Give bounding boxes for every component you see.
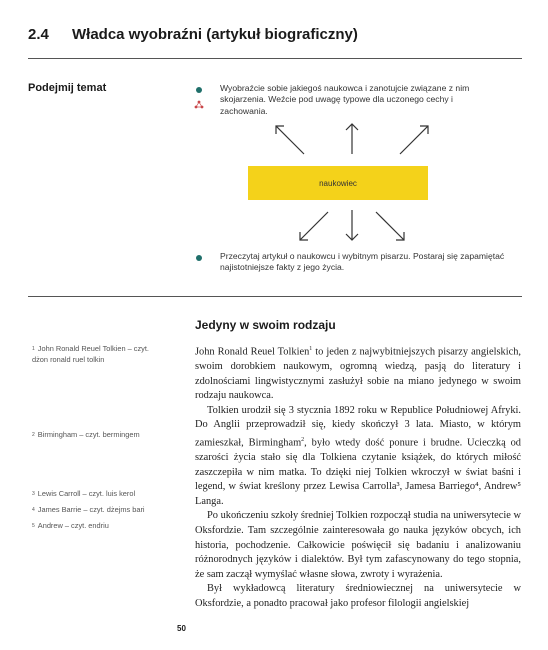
brain-icon xyxy=(194,97,204,107)
diagram-center-box xyxy=(248,166,428,200)
article-paragraph xyxy=(195,582,521,611)
task-2-text: Przeczytaj artykuł o naukowcu i wybitnym pisarzu. Postaraj się zapamiętać najistotniejsze fakty z jego życia. xyxy=(220,251,505,273)
arrow-icon-up-right xyxy=(396,122,432,158)
footnote-marker: 1 xyxy=(309,346,313,352)
footnote-3 xyxy=(32,489,192,500)
article-paragraph xyxy=(195,404,521,510)
footnote-4 xyxy=(32,505,192,516)
footnote-text: Andrew – czyt. endriu xyxy=(37,521,109,530)
task-bullet-2 xyxy=(196,255,202,261)
footnote-1 xyxy=(32,344,162,365)
paragraph-text: John Ronald Reuel Tolkien xyxy=(195,346,310,358)
footnote-5 xyxy=(32,521,192,532)
top-divider xyxy=(28,58,522,59)
paragraph-text: to jeden z najwybitniejszych pisarzy angielskich, swoim dorobkiem naukowym, ogromną wiedzą, pasją do literatury i zdolnościami lingwistycznymi zasłużył sobie na miano jedynego w swoim rodzaju naukowca. xyxy=(195,346,521,402)
chapter-number: 2.4 xyxy=(28,26,49,43)
task-bullet-1 xyxy=(196,87,202,93)
footnote-number: 1 xyxy=(32,346,35,352)
footnote-number: 4 xyxy=(32,507,35,513)
footnote-number: 2 xyxy=(32,432,35,438)
article-title: Jedyny w swoim rodzaju xyxy=(195,318,336,332)
article-body xyxy=(195,342,521,612)
footnote-text: John Ronald Reuel Tolkien – czyt. dżon ronald ruel tolkin xyxy=(32,344,149,364)
footnote-text: Birmingham – czyt. bermingem xyxy=(37,430,140,439)
article-paragraph xyxy=(195,509,521,582)
chapter-title: Władca wyobraźni (artykuł biograficzny) xyxy=(72,26,358,43)
footnote-number: 5 xyxy=(32,523,35,529)
section-label: Podejmij temat xyxy=(28,82,107,94)
arrow-icon-up xyxy=(334,120,370,156)
paragraph-text: Tolkien urodził się 3 stycznia 1892 roku w Republice Południowej Afryki. Do Anglii przeprowadził się, kiedy skończył 3 lata. Miasto, w którym zamieszkał, Birmingham xyxy=(195,404,521,449)
paragraph-text: , było wtedy dość ponure i brudne. Ucieczką od szarości życia stało się dla Tolkiena czytanie książek, do których miłość zaszczepiła w nim matka. To dzięki niej Tolkien wkroczył w świat baśni i legend, w świat kreślony przez Lewisa Carrolla³, Jamesa Barriego⁴, Andrew⁵ Langa. xyxy=(195,437,521,507)
arrow-icon-up-left xyxy=(272,122,308,158)
footnote-2 xyxy=(32,430,192,441)
footnote-number: 3 xyxy=(32,491,35,497)
section-divider xyxy=(28,296,522,297)
paragraph-text: Po ukończeniu szkoły średniej Tolkien rozpoczął studia na uniwersytecie w Oksfordzie. Tam szczególnie zainteresowała go nauka języków obcych, ich historia, pochodzenie. Całkowicie poświęcił się badaniu i analizowaniu różnorodnych języków i dialektów. Był tym zafascynowany do tego stopnia, że sam zaczął wymyślać własne słowa, zwroty i wyrażenia. xyxy=(195,510,521,580)
page-number: 50 xyxy=(177,624,186,633)
arrow-icon-down-right xyxy=(372,208,408,244)
footnote-marker: 2 xyxy=(301,437,305,444)
task-1-text: Wyobraźcie sobie jakiegoś naukowca i zanotujcie związane z nim skojarzenia. Weźcie pod uwagę typowe dla uczonego cechy i zachowania. xyxy=(220,83,470,116)
footnote-text: Lewis Carroll – czyt. luis kerol xyxy=(37,489,136,498)
article-paragraph xyxy=(195,342,521,404)
arrow-icon-down-left xyxy=(296,208,332,244)
paragraph-text: Był wykładowcą literatury średniowiecznej na uniwersytecie w Oksfordzie, a ponadto pracował jako profesor filologii angielskiej xyxy=(195,583,521,610)
footnote-text: James Barrie – czyt. dżejms bari xyxy=(37,505,145,514)
diagram-center-label: naukowiec xyxy=(319,178,357,188)
arrow-icon-down xyxy=(334,208,370,244)
